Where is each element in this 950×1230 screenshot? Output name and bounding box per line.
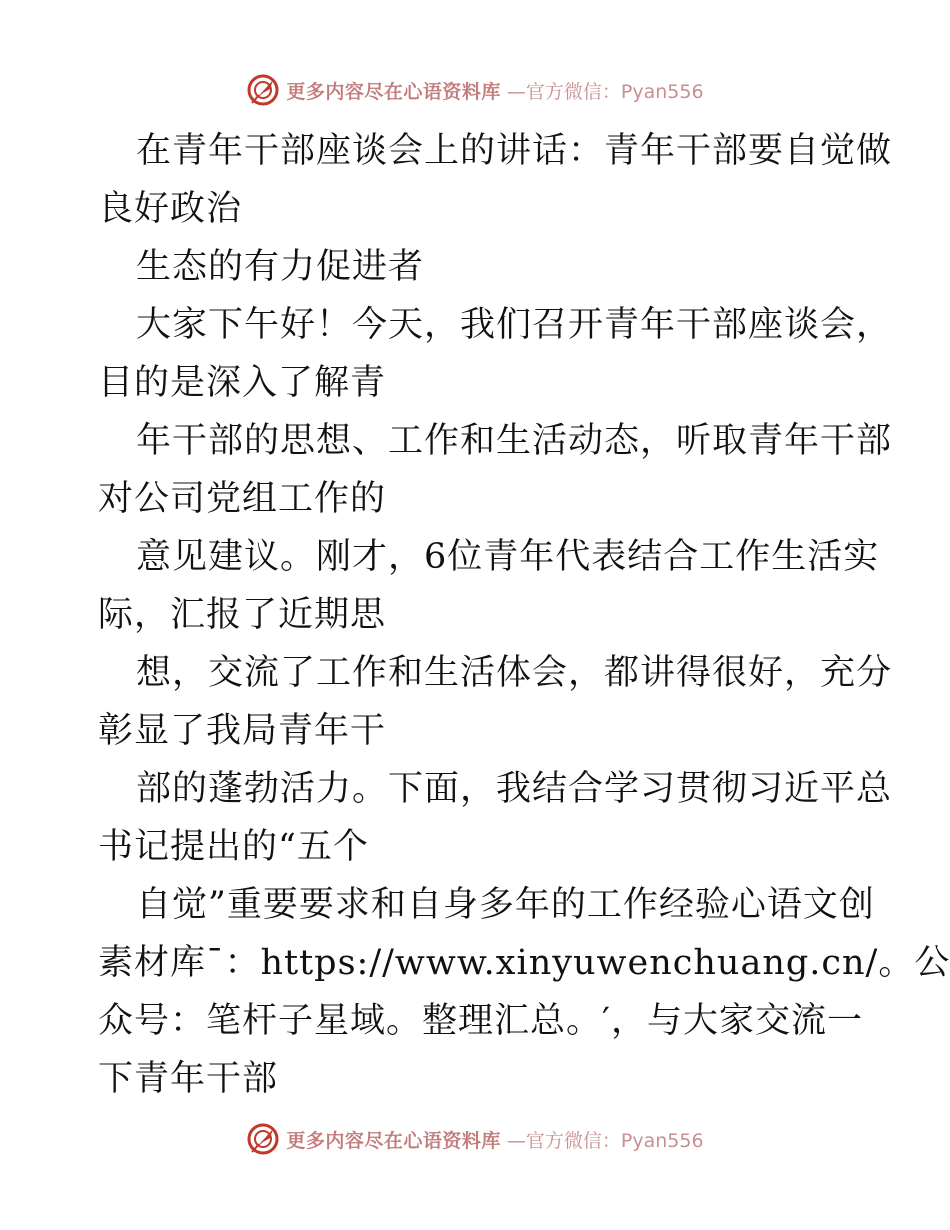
text-line: 自觉”重要要求和自身多年的工作经验心语文创	[136, 885, 875, 925]
banner-slogan: 更多内容尽在心语资料库	[286, 80, 501, 103]
footer-banner	[0, 1119, 950, 1159]
text-line: 众号：笔杆子星域。整理汇总。′，与大家交流一	[98, 1001, 863, 1041]
text-line: 对公司党组工作的	[98, 479, 387, 519]
document-body	[98, 122, 950, 1108]
text-line: 下青年干部	[98, 1059, 279, 1099]
text-line: 在青年干部座谈会上的讲话：青年干部要自觉做	[136, 131, 893, 171]
banner-slogan: 更多内容尽在心语资料库	[286, 1129, 501, 1152]
text-line: 想，交流了工作和生活体会，都讲得很好，充分	[136, 653, 893, 693]
text-line: 目的是深入了解青	[98, 363, 387, 403]
quill-logo-icon	[246, 1122, 280, 1156]
text-line: 际，汇报了近期思	[98, 595, 387, 635]
text-line: 彰显了我局青年干	[98, 711, 387, 751]
text-line: 年干部的思想、工作和生活动态，听取青年干部	[136, 421, 893, 461]
quill-logo-icon	[246, 73, 280, 107]
text-line: 大家下午好！今天，我们召开青年干部座谈会，	[136, 305, 893, 345]
text-line: 生态的有力促进者	[136, 247, 425, 287]
banner-contact: —官方微信：Pyan556	[506, 1129, 704, 1152]
text-line: 意见建议。刚才，6位青年代表结合工作生活实	[136, 537, 880, 577]
header-banner	[0, 70, 950, 110]
text-line: 部的蓬勃活力。下面，我结合学习贯彻习近平总	[136, 769, 893, 809]
text-line: 素材库¯：https://www.xinyuwenchuang.cn/。公	[98, 943, 950, 983]
banner-contact: —官方微信：Pyan556	[506, 80, 704, 103]
text-line: 良好政治	[98, 189, 243, 229]
text-line: 书记提出的“五个	[98, 827, 369, 867]
